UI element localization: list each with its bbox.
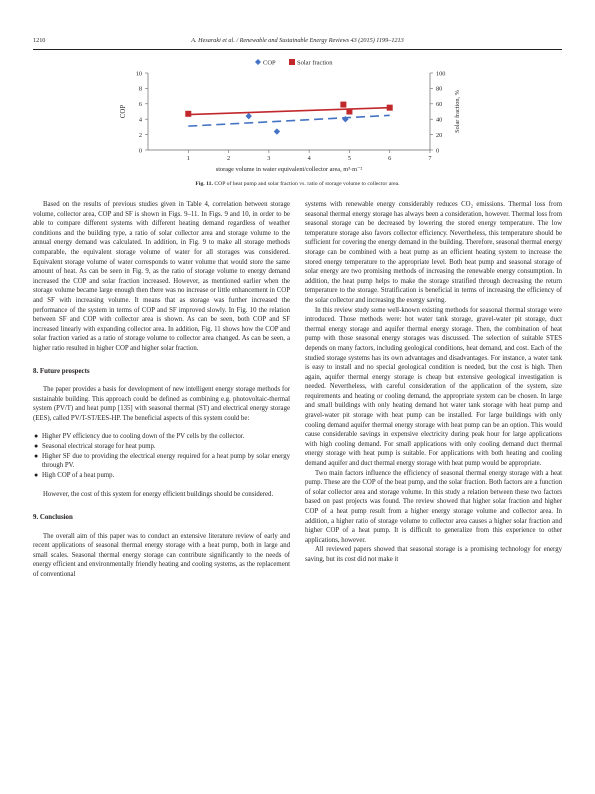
legend-marker-cop [255, 59, 261, 65]
paragraph: In this review study some well-known existing methods for seasonal thermal storage were introduced. Those methods were: hot water tank storage, gravel-water pit storage, duct thermal energy storage and aquifer thermal energy storage. Then, the combination of heat pump with those seasonal energy storages was discussed. The selection of suitable STES depends on many factors, including geological conditions, heat demand, and cost. Each of the studied storage systems has its own advantages and disadvantages. For instance, a water tank is easy to install and no special geological condition is needed, but the cost is high. Then again, aquifer thermal energy storage is cheap but extensive geological investigation is needed. Nevertheless, with careful consideration of the application of the system, size requirements and heating or cooling demand, the appropriate system can be chosen. In large and small buildings with only heating demand hot water tank storage with heat pump and gravel-water pit storage with heat pump can be installed. For large buildings with only cooling demand aquifer thermal energy storage with heat pump can be an option. This would cause considerable savings in expensive electricity during peak hour for large applications with high cooling demand. For small applications with only cooling demand duct thermal energy storage with heat pump is suitable. For applications with both heating and cooling demand aquifer and duct thermal energy storage with heat pump would be appropriate. [305, 306, 562, 468]
list-item [33, 471, 290, 481]
y-tick-label-right: 100 [436, 70, 446, 78]
legend-label-solar-fraction: Solar fraction [297, 59, 333, 67]
right-column [305, 200, 562, 565]
y-tick-label-right: 0 [436, 147, 440, 155]
list-item-text: Higher SF due to providing the electrical energy required for a heat pump by solar energy through PV. [42, 452, 290, 470]
running-header [33, 37, 562, 47]
list-item [33, 452, 290, 471]
paragraph: systems with renewable energy considerably reduces CO₂ emissions. Thermal loss from seasonal thermal energy storage has always been a consideration, however. Thermal loss from seasonal storage can be decreased by lowering the stored energy temperature. The low temperature storage also favors collector efficiency. Nevertheless, this temperature should be sufficient for covering the energy demand in the building. Therefore, seasonal thermal energy storage can be combined with a heat pump as an efficient heating system to increase the stored energy temperature to the appropriate level. Both heat pump and seasonal storage of solar energy are two promising methods of increasing the renewable energy consumption. In addition, the heat pump helps to make the storage stratified through decreasing the return temperature to the storage. Stratification is beneficial in terms of increasing the efficiency of the solar collector and increasing the exergy saving. [305, 201, 562, 304]
x-tick-label: 3 [267, 155, 271, 162]
paragraph: However, the cost of this system for energy efficient buildings should be considered. [43, 491, 274, 499]
bullet-icon: ● [34, 451, 39, 460]
benefits-list [33, 432, 290, 480]
bullet-icon: ● [34, 470, 39, 479]
paragraph: The overall aim of this paper was to conduct an extensive literature review of early and recent applications of seasonal thermal energy storage with a heat pump, both in large and small scales. Seasonal thermal energy storage can contribute significantly to the needs of energy efficient and environmentally friendly heating and cooling systems, as the replacement of conventional [33, 532, 290, 578]
x-tick-label: 7 [428, 155, 432, 162]
figure-caption-label: Fig. 11. [195, 181, 213, 187]
y-tick-label-right: 80 [436, 85, 443, 93]
journal-citation: A. Hesaraki et al. / Renewable and Sustainable Energy Reviews 43 (2015) 1199–1213 [191, 37, 404, 44]
solar-fraction-point [346, 109, 352, 115]
y-tick-label-left: 4 [138, 116, 142, 124]
figure-caption [0, 181, 595, 187]
legend-label-cop: COP [263, 59, 276, 67]
cop-trendline [188, 115, 389, 126]
solar-fraction-point [387, 105, 393, 111]
x-tick-label: 2 [226, 155, 231, 162]
section-heading-conclusion: 9. Conclusion [33, 514, 73, 522]
bullet-icon: ● [34, 432, 39, 441]
y-tick-label-right: 40 [436, 116, 443, 124]
y-axis-label-left: COP [120, 104, 127, 119]
x-tick-label: 5 [347, 155, 352, 162]
y-axis-label-right: Solar fraction, % [454, 90, 461, 133]
list-item [33, 442, 290, 452]
list-item [33, 432, 290, 442]
cop-point [246, 113, 252, 119]
y-tick-label-left: 8 [138, 85, 142, 93]
section-heading-future-prospects: 8. Future prospects [33, 367, 90, 375]
y-tick-label-left: 0 [138, 147, 142, 155]
list-item-text: Higher PV efficiency due to cooling down of the PV cells by the collector. [42, 433, 245, 441]
x-tick-label: 6 [388, 155, 392, 162]
y-tick-label-right: 60 [436, 101, 443, 109]
paragraph: The paper provides a basis for development of new intelligent energy storage methods for sustainable building. This approach could be defined as combining e.g. photovoltaic-thermal system (PV/T) and heat pump [135] with seasonal thermal (ST) and electrical energy storage (EES), called PV/T-ST/EES-HP. The beneficial aspects of this system could be: [33, 386, 290, 422]
figure-11-chart [108, 56, 480, 186]
page-number: 1210 [33, 37, 46, 44]
cop-point [274, 128, 280, 134]
bullet-icon: ● [34, 442, 39, 451]
paragraph: All reviewed papers showed that seasonal storage is a promising technology for energy saving, but its cost did not make it [305, 546, 562, 563]
list-item-text: High COP of a heat pump. [42, 471, 115, 479]
y-tick-label-right: 20 [436, 131, 443, 139]
header-rule [33, 49, 562, 50]
y-tick-label-left: 2 [138, 131, 142, 139]
legend-marker-solar-fraction [289, 59, 295, 65]
left-column [33, 200, 290, 580]
solar-fraction-point [185, 111, 191, 117]
list-item-text: Seasonal electrical storage for heat pump. [42, 443, 156, 451]
solar-fraction-trendline [188, 108, 389, 115]
y-tick-label-left: 6 [138, 101, 142, 109]
x-tick-label: 4 [307, 155, 311, 162]
y-tick-label-left: 10 [135, 70, 142, 78]
solar-fraction-point [340, 102, 346, 108]
x-axis-label: storage volume in water equivalent/collector area, m³·m⁻² [215, 166, 363, 173]
figure-caption-text: COP of heat pump and solar fraction vs. ratio of storage volume to collector area. [214, 181, 400, 187]
x-tick-label: 1 [186, 155, 190, 162]
paragraph: Based on the results of previous studies given in Table 4, correlation between storage volume, collector area, COP and SF is shown in Figs. 9–11. In Figs. 9 and 10, in order to be able to compare different systems with different heating demand regardless of weather conditions and the building type, a ratio of solar collector area and storage volume to the annual energy demand was calculated. In addition, in Fig. 9 to make all storage methods comparable, the equivalent storage volume of water for all storages was considered. Equivalent storage volume of water corresponds to water volume that would store the same amount of heat. As can be seen in Fig. 9, as the ratio of storage volume to energy demand increased the COP and solar fraction increased. However, as mentioned earlier when the storage volume became large enough then there was no increase or little enhancement in COP and SF with increasing volume. It means that as storage was further increased the performance of the system in terms of COP and SF improved slowly. In Fig. 10 the relation between SF and COP with collector area is shown. As can be seen, both COP and SF increased linearly with expanding collector area. In addition, Fig. 11 shows how the COP and solar fraction varied as a ratio of storage volume to collector area changed. As can be seen, a higher ratio resulted in higher COP and higher solar fraction. [33, 201, 290, 352]
paragraph: Two main factors influence the efficiency of seasonal thermal energy storage with a heat pump. These are the COP of the heat pump, and the solar fraction. Both factors are a function of solar collector area and storage volume. In this study a relation between these two factors based on past projects was found. The review showed that higher solar fraction and higher COP of a heat pump result from a higher energy storage volume and collector area. In addition, a higher ratio of storage volume to collector area causes a higher solar fraction and higher COP of a heat pump. It is difficult to generalize from this experience to other applications, however. [305, 469, 562, 544]
